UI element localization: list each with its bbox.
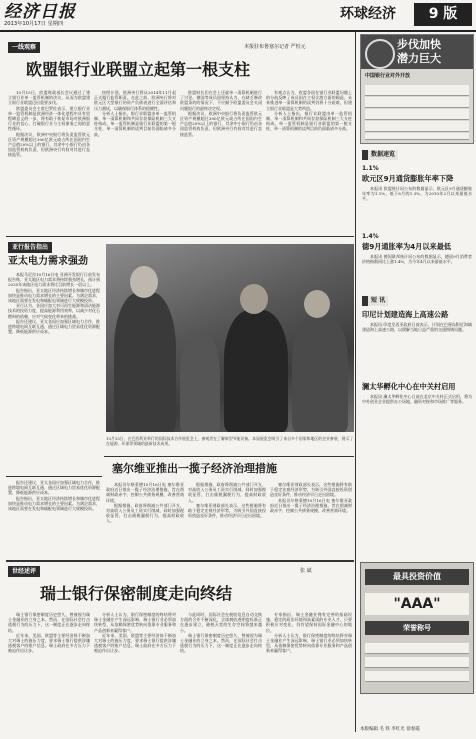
bottom-story-col-4: 专家指出，瑞士金融业拥有完善的基础设施、稳定的政治环境和高素质的专业人才，只要积极应对变化，仍有望保持国际金融中心的地位。 分析人士认为，银行保密制度的终结将对瑞士金融业产生深远影响，瑞士银行业必须加快转型，从依赖保密优势转向依靠专业服务和产品创新来赢得客户。 (266, 612, 352, 654)
ad2-line1: 最具投资价值 (365, 569, 469, 585)
ad-row (365, 97, 469, 108)
photo-person-left (114, 292, 176, 432)
brief2-headline: 澜太华孵化中心在中关村启用 (362, 382, 456, 391)
bottom-story-col-3: 与此同时，国际社会在税收信息自动交换方面的合作不断深化，全球税收透明度标准正在逐步建立，避税天堂的生存空间将越来越小。 瑞士银行保密制度历史悠久，曾被视为瑞士金融业的立身之本。然而，在国际社会打击逃税行为的压力下，这一制度正在逐步走向终结。 (180, 612, 262, 654)
brief1-text: 本报讯 印度尼西亚政府日前表示，计划在巴厘岛附近海域建造海上高速公路，以缓解当地日益严重的交通拥堵问题。 (362, 322, 472, 333)
top-story-col-1: 10月15日，欧盟财政部长会议通过了建立银行业单一监管机制的决议，从而为欧盟建立银行业联盟迈出重要步伐。 欧盟委员会主席巴罗佐表示，建立银行业单一监管机制是欧洲经济一体化进程中具有里程碑意义的一步，将有助于恢复市场对欧洲银行业的信心，打破银行业与主权债务之间的恶性循环。 根据决议，欧洲中央银行将负责监管欧元区资产规模超过300亿欧元或占所在国国内生产总值20%以上的银行，其余中小银行仍由各国监管机构负责，但欧洲央行有权对其进行直接监管。 (8, 90, 90, 158)
bottom-story-byline: 张 斌 (300, 568, 312, 574)
news-photo (106, 244, 354, 432)
bank-logo-icon (365, 39, 395, 69)
ad-row (365, 643, 469, 654)
divider (6, 236, 354, 237)
serbia-story-col-3: 塞尔维亚财政部长表示，这些措施将有助于稳定宏观经济形势，为吸引外国直接投资创造良好条件，推动经济早日走出困境。 本报贝尔格莱德10月16日电 塞尔维亚政府近日推出一揽子经济治理措施，旨在削减财政赤字、控制公共债务规模、改善营商环境。 (270, 482, 352, 514)
top-story-tag: 一线观察 (8, 42, 40, 53)
column-divider (355, 32, 356, 732)
divider (6, 560, 354, 562)
page-number: 9 版 (414, 3, 472, 26)
top-story-col-4: 有观点认为，欧盟各国在银行业联盟问题上的分歧反映了成员国在主权让渡方面的顾虑，未来推进单一清算机制的谈判仍将十分艰难，但建立银行业联盟是大势所趋。 分析人士指出，银行业联盟由单一监管机制、单一清算机制和共同存款保险机制三大支柱构成。单一监管机制是银行业联盟的第一根支柱，单一清算机制的谈判目前仍面临诸多分歧。 (266, 90, 352, 132)
left-story-headline: 亚太电力需求强劲 (8, 256, 88, 267)
ad-row (365, 121, 469, 132)
ad-row (365, 85, 469, 96)
stat2-text: 本报讯 德国联邦统计局公布的数据显示，德国9月消费者价格指数同比上涨1.4%，为今年4月以来最低水平。 (362, 254, 472, 265)
ad-row (365, 133, 469, 140)
serbia-story-col-2: 根据措施，政府将削减公共部门开支，对高收入公务员工资实行削减，同时加强税收征管，打击偷税漏税行为，提高财政收入。 塞尔维亚财政部长表示，这些措施将有助于稳定宏观经济形势，为吸引外国直接投资创造良好条件，推动经济早日走出困境。 (188, 482, 266, 519)
top-story-headline: 欧盟银行业联盟立起第一根支柱 (26, 60, 251, 79)
page-footer: 本版编辑 毛 铁 李红光 徐春霞 (360, 727, 420, 732)
top-story-byline: 本报驻布鲁塞尔记者 严恒元 (244, 44, 306, 50)
top-story-col-2: 按照计划，欧洲央行将从2014年11月起正式履行监管职责。在此之前，欧洲央行将对欧元区大型银行的资产负债表进行全面评估和压力测试，以确保银行体系的稳健性。 分析人士指出，银行业联盟由单一监管机制、单一清算机制和共同存款保险机制三大支柱构成。单一监管机制是银行业联盟的第一根支柱，单一清算机制的谈判目前仍面临诸多分歧。 (94, 90, 176, 137)
stat2-value: 1.4% (362, 233, 379, 240)
ad2-line2: "AAA" (365, 593, 469, 615)
stat2-headline: 德9月通胀率为4月以来最低 (362, 242, 452, 251)
issue-date: 2013年10月17日 星期四 (4, 21, 64, 27)
stat1-value: 1.1% (362, 165, 379, 172)
bottom-story-headline: 瑞士银行保密制度走向终结 (40, 584, 233, 603)
ad-subtitle: 中国银行业对外开放 (365, 73, 411, 79)
stat1-headline: 欧元区9月通货膨胀年率下降 (362, 174, 454, 183)
ad-row (365, 109, 469, 120)
ad-title-2: 潜力巨大 (397, 52, 441, 65)
top-story-col-3: 欧盟财长们在会上还就单一清算机制进行了讨论。德国等成员国坚持认为，在缺乏修改欧盟条约的情况下，不应赋予欧盟委员会关闭问题银行的最终决定权。 根据决议，欧洲中央银行将负责监管欧元区资产规模超过300亿欧元或占所在国国内生产总值20%以上的银行，其余中小银行仍由各国监管机构负责，但欧洲央行有权对其进行直接监管。 (180, 90, 262, 137)
serbia-story-headline: 塞尔维亚推出一揽子经济治理措施 (112, 462, 277, 475)
brief1-headline: 印尼计划建造海上高速公路 (362, 310, 449, 319)
bottom-story-tag: 世经述评 (8, 566, 40, 577)
photo-person-right-head (304, 290, 330, 318)
brief-tag: 短 讯 (362, 296, 388, 306)
divider (6, 476, 102, 477)
left-story-extra: 报告还建议，亚太各国应加强区域电力合作，推进跨境电网互联互通，通过区域电力贸易优化资源配置，降低能源供应成本。 报告指出，亚太地区经济持续增长和城市化进程加快是推动电力需求增长的主要因素。为满足需求，该地区需要在发电和输配电领域进行大规模投资。 (8, 480, 100, 512)
photo-caption: 10月15日，在巴西利亚举行的国际技术合作展览会上，参观者在了解新型节能设备。本届展览会吸引了来自多个国家和地区的企业参展，展示了在能源、环保等领域的最新技术成果。 (106, 436, 354, 446)
masthead (0, 0, 476, 32)
newspaper-logo: 经济日报 (4, 2, 76, 22)
right-column (358, 30, 476, 739)
ad-header (361, 35, 473, 69)
section-title: 环球经济 (340, 6, 396, 22)
ad2-line3: 荣誉称号 (365, 621, 469, 635)
photo-person-center-head (240, 284, 268, 314)
bank-advertisement (360, 34, 474, 144)
bottom-story-col-2: 分析人士认为，银行保密制度的终结将对瑞士金融业产生深远影响，瑞士银行业必须加快转型，从依赖保密优势转向依靠专业服务和产品创新来赢得客户。 近年来，美国、欧盟等主要经济体不断加大对瑞士的施压力度，要求瑞士银行提供涉嫌逃税客户的账户信息。瑞士政府在多方压力下被迫作出让步。 (94, 612, 176, 654)
photo-person-right (292, 314, 348, 432)
left-story-tag: 亚行报告指出 (8, 242, 52, 253)
photo-person-center (224, 310, 288, 432)
ad-title-1: 步伐加快 (397, 38, 441, 51)
divider (104, 456, 354, 457)
serbia-story-col-1: 本报贝尔格莱德10月16日电 塞尔维亚政府近日推出一揽子经济治理措施，旨在削减财政赤字、控制公共债务规模、改善营商环境。 根据措施，政府将削减公共部门开支，对高收入公务员工资实行削减，同时加强税收征管，打击偷税漏税行为，提高财政收入。 (106, 482, 184, 524)
bottom-advertisement (360, 562, 474, 694)
photo-person-bg (180, 334, 220, 432)
ad-row (365, 671, 469, 682)
left-story-body: 本报马尼拉10月16日电 亚洲开发银行日前发布报告称，亚太地区电力需求将持续强劲增长，预计到2035年该地区电力需求将比目前增长一倍以上。 报告指出，亚太地区经济持续增长和城市化进程加快是推动电力需求增长的主要因素。为满足需求，该地区需要在发电和输配电领域进行大规模投资。 亚行认为，各国应加大对可再生能源和清洁能源技术的投资力度，提高能源利用效率，以减少对化石燃料的依赖，应对气候变化带来的挑战。 报告还建议，亚太各国应加强区域电力合作，推进跨境电网互联互通，通过区域电力贸易优化资源配置，降低能源供应成本。 (8, 272, 100, 335)
photo-person-left-head (130, 266, 158, 298)
brief2-text: 本报讯 澜太华孵化中心日前在北京中关村正式启用，将为中外创业企业提供办公场地、融资对接和市场推广等服务。 (362, 394, 472, 405)
ad-row (365, 657, 469, 668)
data-tag: 数据速览 (362, 150, 398, 160)
stat1-text: 本报讯 欧盟统计局公布的数据显示，欧元区9月通货膨胀年率为1.1%，低于8月的1.3%，为2010年2月以来最低水平。 (362, 186, 472, 202)
bottom-story-col-1: 瑞士银行保密制度历史悠久，曾被视为瑞士金融业的立身之本。然而，在国际社会打击逃税行为的压力下，这一制度正在逐步走向终结。 近年来，美国、欧盟等主要经济体不断加大对瑞士的施压力度，要求瑞士银行提供涉嫌逃税客户的账户信息。瑞士政府在多方压力下被迫作出让步。 (8, 612, 90, 654)
